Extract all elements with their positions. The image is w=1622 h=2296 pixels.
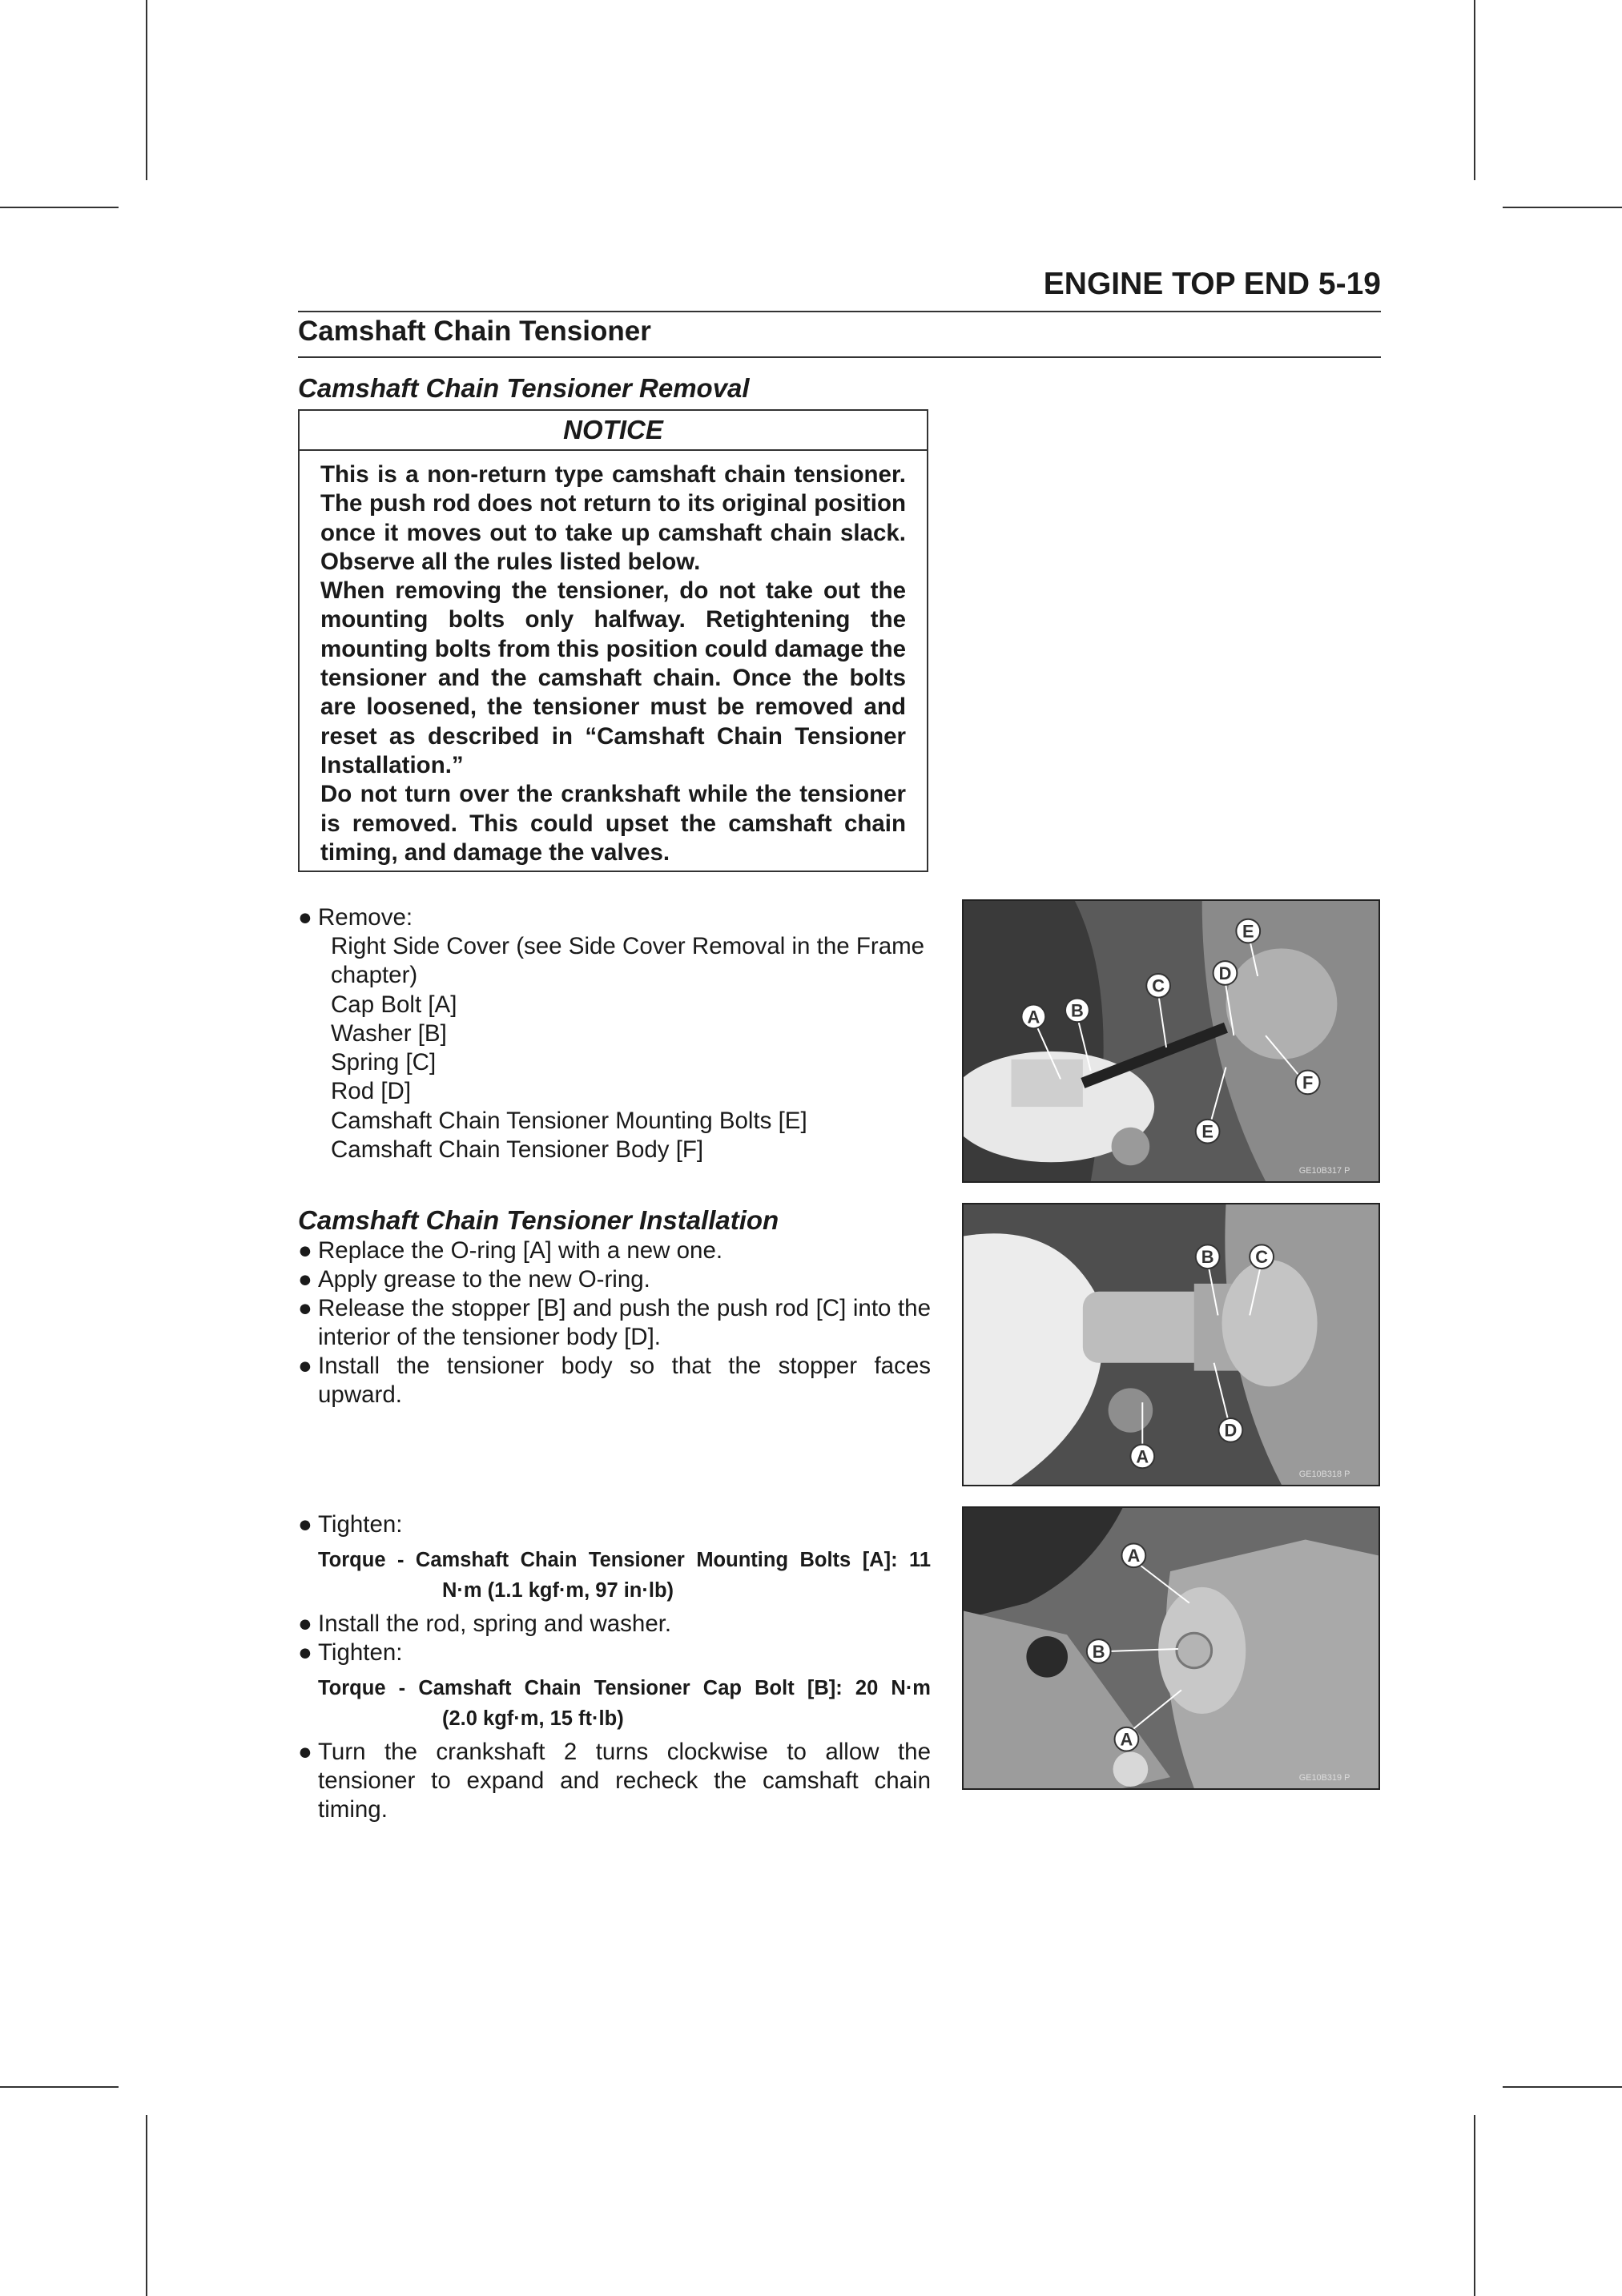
crop-mark	[1503, 207, 1622, 208]
callout-label: A	[1027, 1007, 1040, 1027]
step-text: Tighten:	[318, 1511, 403, 1538]
bullet-dot: ●	[298, 1237, 312, 1264]
removal-heading: Camshaft Chain Tensioner Removal	[298, 373, 750, 403]
step-text: Apply grease to the new O-ring.	[318, 1266, 650, 1293]
photo-illustration	[964, 1204, 1378, 1485]
crop-mark	[146, 0, 147, 180]
remove-bullet	[298, 903, 931, 932]
torque-line: Torque - Camshaft Chain Tensioner Cap Bolt [B]: 20 N·m	[318, 1677, 931, 1699]
notice-paragraph: Do not turn over the crankshaft while the tensioner is removed. This could upset the camshaft chain timing, and damage the valves.	[320, 781, 906, 866]
notice-body	[300, 451, 927, 867]
bullet-dot: ●	[298, 1511, 312, 1538]
notice-paragraph: When removing the tensioner, do not take out the mounting bolts only halfway. Retightening the mounting bolts from this position could damage the tensioner and the camshaft chain. Once the bolts are loosened, the tensioner must be removed and reset as described in “Camshaft Chain Tensioner Installation.”	[320, 577, 906, 778]
photo-illustration	[964, 1508, 1378, 1788]
bullet-dot: ●	[298, 1266, 312, 1293]
section-title: Camshaft Chain Tensioner	[298, 316, 651, 347]
tighten-bullet	[298, 1510, 931, 1539]
figure-tensioner-removal	[962, 899, 1380, 1183]
notice-box	[298, 409, 928, 872]
crop-mark	[0, 207, 119, 208]
install-step	[298, 1352, 931, 1409]
step-text: Install the tensioner body so that the stopper faces upward.	[318, 1353, 931, 1409]
page-header: ENGINE TOP END 5-19	[1043, 267, 1381, 301]
photo-illustration	[964, 901, 1378, 1181]
crop-mark	[0, 2086, 119, 2088]
torque-spec	[318, 1545, 931, 1606]
figure-tensioner-installation	[962, 1203, 1380, 1486]
notice-paragraph: This is a non-return type camshaft chain tensioner. The push rod does not return to its original position once it moves out to take up camshaft chain slack. Observe all the rules listed below.	[320, 461, 906, 575]
torque-line: (2.0 kgf·m, 15 ft·lb)	[442, 1707, 624, 1730]
callout-label: B	[1071, 1000, 1084, 1021]
figure-code: GE10B317 P	[1298, 1166, 1350, 1176]
torque-line: Torque - Camshaft Chain Tensioner Mounting Bolts [A]: 11	[318, 1549, 931, 1571]
callout-label: B	[1092, 1641, 1105, 1662]
remove-item: Cap Bolt [A]	[331, 991, 457, 1018]
step-text: Replace the O-ring [A] with a new one.	[318, 1237, 723, 1264]
remove-item: Right Side Cover (see Side Cover Removal in the Frame	[331, 933, 925, 959]
bullet-dot: ●	[298, 1739, 312, 1765]
callout-label: C	[1152, 975, 1165, 996]
crop-mark	[1474, 0, 1475, 180]
callout-label: C	[1255, 1247, 1269, 1268]
step-text: Tighten:	[318, 1639, 403, 1666]
bullet-dot: ●	[298, 1295, 312, 1321]
notice-title: NOTICE	[300, 411, 927, 451]
callout-label: D	[1218, 963, 1232, 983]
install-step	[298, 1738, 931, 1825]
callout-label: E	[1242, 921, 1254, 942]
install-step	[298, 1265, 931, 1294]
remove-label: Remove:	[318, 904, 413, 931]
crop-mark	[1503, 2086, 1622, 2088]
callout-label: A	[1120, 1729, 1133, 1750]
remove-item: Spring [C]	[331, 1049, 437, 1076]
step-text: Release the stopper [B] and push the push rod [C] into the interior of the tensioner body [D].	[318, 1295, 931, 1351]
bullet-dot: ●	[298, 1639, 312, 1666]
remove-item: chapter)	[331, 962, 418, 988]
step-text: Install the rod, spring and washer.	[318, 1610, 672, 1637]
tighten-bullet	[298, 1639, 931, 1667]
bullet-dot: ●	[298, 1610, 312, 1637]
torque-line: N·m (1.1 kgf·m, 97 in·lb)	[442, 1579, 674, 1602]
bullet-dot: ●	[298, 904, 312, 931]
install-step	[298, 1294, 931, 1352]
callout-label: A	[1136, 1446, 1149, 1467]
crop-mark	[1474, 2115, 1475, 2296]
step-text: Turn the crankshaft 2 turns clockwise to allow the tensioner to expand and recheck the camshaft chain timing.	[318, 1739, 931, 1824]
installation-heading: Camshaft Chain Tensioner Installation	[298, 1205, 779, 1235]
callout-label: F	[1302, 1072, 1314, 1093]
callout-label: D	[1224, 1420, 1238, 1441]
callout-label: E	[1201, 1121, 1213, 1142]
figure-code: GE10B319 P	[1298, 1773, 1350, 1783]
crop-mark	[146, 2115, 147, 2296]
figure-tensioner-tightening	[962, 1506, 1380, 1790]
remove-item: Camshaft Chain Tensioner Body [F]	[331, 1136, 704, 1163]
section-rule	[298, 356, 1381, 358]
callout-label: B	[1201, 1247, 1214, 1268]
remove-item: Rod [D]	[331, 1078, 412, 1104]
figure-code: GE10B318 P	[1298, 1470, 1350, 1480]
install-step	[298, 1236, 931, 1265]
remove-item: Camshaft Chain Tensioner Mounting Bolts [E]	[331, 1108, 807, 1134]
bullet-dot: ●	[298, 1353, 312, 1379]
callout-label: A	[1127, 1546, 1141, 1566]
install-step	[298, 1610, 931, 1639]
torque-spec	[318, 1673, 931, 1734]
remove-item: Washer [B]	[331, 1020, 447, 1047]
